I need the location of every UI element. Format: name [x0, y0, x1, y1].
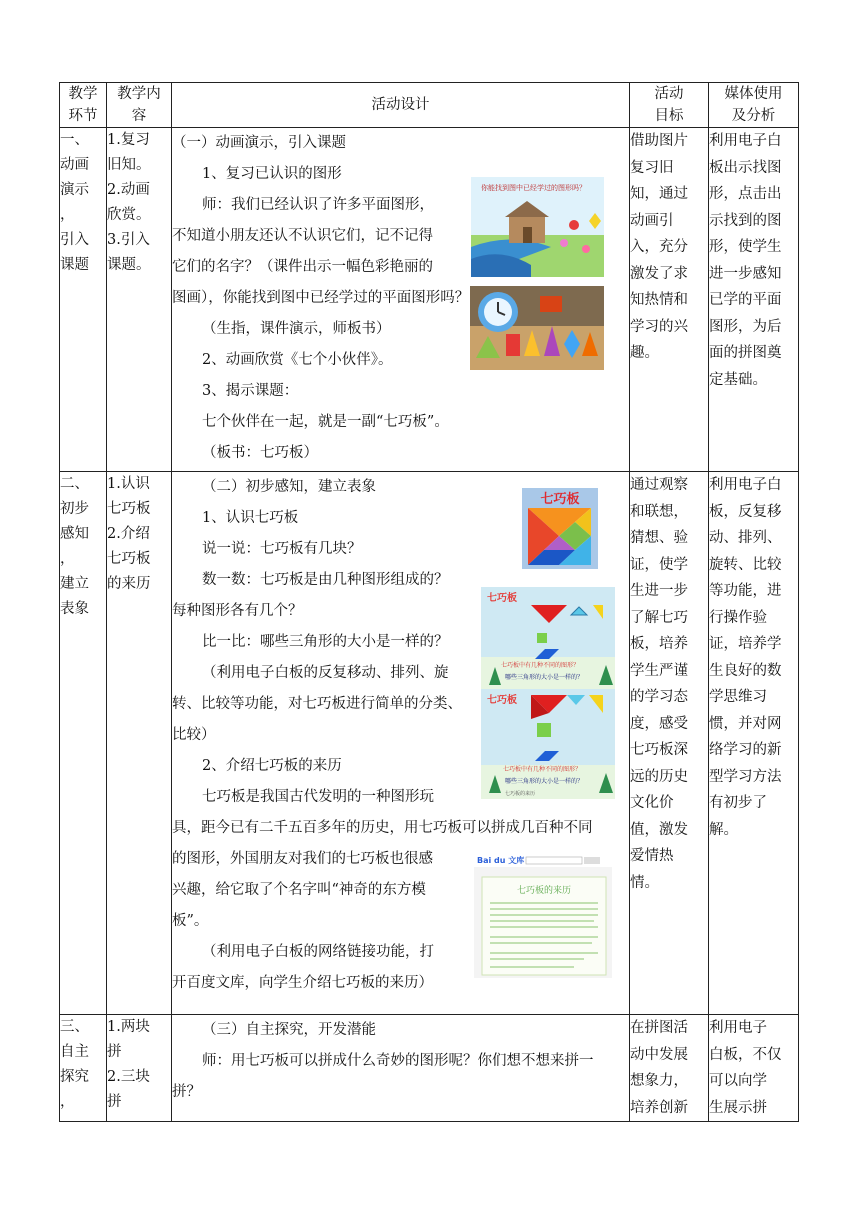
design-line: （利用电子白板的网络链接功能，打 — [202, 944, 434, 960]
header-goal: 活动 目标 — [630, 83, 709, 128]
cell-line: 激发了求 — [630, 265, 688, 282]
media-cell — [709, 472, 799, 1015]
slide-image-2 — [481, 689, 615, 799]
design-line: 1、认识七巧板 — [202, 510, 299, 526]
cell-line: 拼 — [107, 1044, 122, 1060]
cell-line: 三、 — [60, 1019, 89, 1035]
cell-line: 入，充分 — [630, 239, 688, 255]
design-line: 每种图形各有几个？ — [172, 603, 303, 619]
scene-caption: 你能找到图中已经学过的图形吗？ — [481, 184, 586, 192]
design-line: 2、介绍七巧板的来历 — [202, 758, 342, 774]
header-content: 教学内 容 — [107, 83, 172, 128]
media-cell — [709, 128, 799, 472]
design-line: 说一说：七巧板有几块？ — [202, 541, 362, 557]
design-line: （一）动画演示，引入课题 — [172, 135, 346, 151]
cell-line: 学习的兴 — [630, 318, 688, 335]
cell-line: 在拼图活 — [630, 1020, 688, 1036]
cell-line: 1.复习 — [107, 132, 150, 148]
cell-line: 学思维习 — [709, 689, 767, 705]
design-line: 3、揭示课题： — [202, 383, 299, 399]
tangram-title: 七巧板 — [540, 492, 580, 507]
cell-line: 板，培养 — [630, 636, 688, 652]
cell-line: ， — [60, 1094, 75, 1110]
design-line: 比较） — [172, 727, 216, 743]
cell-line: 情。 — [630, 874, 659, 891]
cell-line: 行操作验 — [709, 609, 767, 626]
cell-line: 利用电子白 — [709, 477, 782, 493]
goal-cell — [630, 1015, 709, 1122]
slide-link: 七巧板的来历 — [505, 791, 536, 797]
characters-image — [470, 286, 604, 370]
design-line: 兴趣，给它取了个名字叫“神奇的东方模 — [172, 882, 426, 898]
cell-line: 探究 — [60, 1069, 89, 1085]
cell-line: 自主 — [60, 1044, 89, 1060]
cell-line: 等功能，进 — [709, 583, 782, 599]
design-line: 师：用七巧板可以拼成什么奇妙的图形呢？你们想不想来拼一 — [202, 1053, 594, 1069]
lesson-plan-table — [59, 82, 799, 1122]
cell-line: 形，使学生 — [709, 239, 782, 255]
table-row — [60, 1015, 799, 1122]
cell-line: 初步 — [60, 501, 89, 517]
slide-title-1: 七巧板 — [487, 593, 517, 604]
design-line: 不知道小朋友还认不认识它们，记不记得 — [172, 228, 433, 244]
cell-line: 七巧板 — [107, 551, 151, 567]
tangram-image — [522, 488, 598, 569]
design-line: 1、复习已认识的图形 — [202, 166, 342, 182]
design-line: （生指，课件演示，师板书） — [202, 321, 391, 337]
cell-line: 知热情和 — [630, 292, 688, 308]
cell-line: 猜想、验 — [630, 530, 688, 546]
cell-line: 引入 — [60, 232, 89, 248]
cell-line: 定基础。 — [709, 371, 767, 388]
cell-line: 2.介绍 — [107, 526, 150, 542]
cell-line: 络学习的新 — [709, 742, 782, 758]
design-text — [172, 1015, 629, 1108]
design-line: 它们的名字？（课件出示一幅色彩艳丽的 — [172, 259, 433, 275]
slide-q1-1: 七巧板中有几种不同的图形？ — [501, 662, 580, 669]
design-line: 开百度文库，向学生介绍七巧板的来历） — [172, 975, 433, 991]
cell-line: 一、 — [60, 132, 89, 148]
cell-line: 爱情热 — [630, 848, 674, 864]
cell-line: 借助图片 — [630, 133, 688, 149]
cell-line: 生良好的数 — [709, 662, 782, 679]
table-row — [60, 128, 799, 472]
design-line: 七个伙伴在一起，就是一副“七巧板”。 — [202, 414, 449, 430]
cell-line: 3.引入 — [107, 232, 150, 248]
cell-line: 板，反复移 — [709, 503, 782, 520]
cell-line: 动、排列、 — [709, 530, 782, 546]
cell-line: 2.三块 — [107, 1069, 150, 1085]
cell-line: 生进一步 — [630, 583, 688, 599]
baidu-image — [474, 853, 612, 978]
design-cell — [172, 128, 630, 472]
cell-line: 趣。 — [630, 345, 659, 361]
cell-line: 想象力， — [630, 1073, 688, 1089]
design-line: 比一比：哪些三角形的大小是一样的？ — [202, 634, 449, 650]
cell-line: 证，使学 — [630, 556, 688, 573]
cell-line: 七巧板深 — [630, 742, 688, 758]
design-line: 七巧板是我国古代发明的一种图形玩 — [202, 789, 434, 805]
cell-line: 示找到的图 — [709, 212, 782, 229]
cell-line: 培养创新 — [630, 1099, 688, 1116]
design-line: （板书：七巧板） — [202, 445, 318, 461]
design-line: 图画），你能找到图中已经学过的平面图形吗？ — [172, 290, 470, 306]
cell-line: 生展示拼 — [709, 1099, 767, 1116]
design-line: 师：我们已经认识了许多平面图形， — [202, 197, 434, 213]
cell-line: 形，点击出 — [709, 186, 782, 202]
cell-line: 惯，并对网 — [709, 715, 782, 732]
media-cell — [709, 1015, 799, 1122]
cell-line: 已学的平面 — [709, 292, 782, 308]
cell-line: 通过观察 — [630, 477, 688, 493]
cell-line: 白板，不仅 — [709, 1046, 782, 1063]
cell-line: 板出示找图 — [709, 159, 782, 176]
content-cell — [107, 128, 172, 472]
header-row — [60, 83, 799, 128]
scene-image — [471, 177, 604, 277]
cell-line: 1.认识 — [107, 476, 150, 492]
header-stage: 教学 环节 — [60, 83, 107, 128]
header-media: 媒体使用 及分析 — [709, 83, 799, 128]
design-line: 具，距今已有二千五百多年的历史，用七巧板可以拼成几百种不同 — [172, 820, 593, 836]
design-line: 转、比较等功能，对七巧板进行简单的分类、 — [172, 696, 462, 712]
cell-line: 利用电子 — [709, 1020, 767, 1036]
stage-cell — [60, 128, 107, 472]
goal-cell — [630, 128, 709, 472]
cell-line: 值，激发 — [630, 821, 688, 838]
stage-cell — [60, 1015, 107, 1122]
cell-line: 度，感受 — [630, 715, 688, 732]
cell-line: 证，培养学 — [709, 636, 782, 652]
cell-line: 知，通过 — [630, 186, 688, 202]
design-line: 2、动画欣赏《七个小伙伴》。 — [202, 352, 393, 368]
cell-line: 有初步了 — [709, 795, 767, 811]
cell-line: 面的拼图奠 — [709, 345, 782, 361]
cell-line: 动画 — [60, 157, 89, 173]
cell-line: 课题。 — [107, 257, 151, 273]
cell-line: 复习旧 — [630, 159, 674, 176]
cell-line: 学生严谨 — [630, 662, 688, 679]
slide-title-2: 七巧板 — [487, 695, 517, 706]
cell-line: 利用电子白 — [709, 133, 782, 149]
cell-line: 和联想， — [630, 503, 688, 520]
slide-q2-1: 哪些三角形的大小是一样的？ — [505, 674, 584, 681]
cell-line: 可以向学 — [709, 1073, 767, 1089]
cell-line: 2.动画 — [107, 182, 150, 198]
cell-line: 进一步感知 — [709, 265, 782, 282]
cell-line: 建立 — [60, 576, 89, 592]
cell-line: 文化价 — [630, 795, 674, 811]
cell-line: 旋转、比较 — [709, 556, 782, 573]
cell-line: 1.两块 — [107, 1019, 150, 1035]
cell-line: 旧知。 — [107, 157, 151, 173]
design-line: （利用电子白板的反复移动、排列、旋 — [202, 665, 449, 681]
design-line: （二）初步感知，建立表象 — [202, 479, 376, 495]
cell-line: 的学习态 — [630, 689, 688, 705]
cell-line: 的来历 — [107, 576, 151, 592]
content-cell — [107, 472, 172, 1015]
cell-line: 型学习方法 — [709, 768, 782, 785]
cell-line: 课题 — [60, 257, 89, 273]
header-design: 活动设计 — [172, 83, 630, 128]
cell-line: 拼 — [107, 1094, 122, 1110]
slide-image-1 — [481, 587, 615, 689]
cell-line: 解。 — [709, 821, 738, 838]
design-cell — [172, 472, 630, 1015]
cell-line: 图形，为后 — [709, 318, 782, 335]
goal-cell — [630, 472, 709, 1015]
design-line: 拼？ — [172, 1084, 201, 1100]
cell-line: 感知 — [60, 526, 89, 542]
cell-line: 七巧板 — [107, 501, 151, 517]
cell-line: 了解七巧 — [630, 609, 688, 626]
cell-line: 演示 — [60, 182, 89, 198]
baidu-doc-title: 七巧板的来历 — [516, 886, 572, 896]
cell-line: 动画引 — [630, 212, 674, 229]
cell-line: 远的历史 — [630, 768, 688, 785]
cell-line: ， — [60, 207, 75, 223]
cell-line: 欣赏。 — [107, 207, 151, 223]
design-line: 板”。 — [172, 913, 209, 929]
slide-q1-2: 七巧板中有几种不同的图形？ — [503, 766, 582, 773]
stage-cell — [60, 472, 107, 1015]
design-line: 的图形，外国朋友对我们的七巧板也很感 — [172, 851, 433, 867]
cell-line: 表象 — [60, 601, 89, 617]
design-line: （三）自主探究，开发潜能 — [202, 1022, 376, 1038]
design-cell — [172, 1015, 630, 1122]
design-line: 数一数：七巧板是由几种图形组成的？ — [202, 572, 449, 588]
cell-line: 动中发展 — [630, 1046, 688, 1063]
slide-q2-2: 哪些三角形的大小是一样的？ — [505, 778, 584, 785]
cell-line: 二、 — [60, 476, 89, 492]
table-row — [60, 472, 799, 1015]
cell-line: ， — [60, 551, 75, 567]
baidu-logo: Bai du 文库 — [477, 856, 525, 865]
content-cell — [107, 1015, 172, 1122]
